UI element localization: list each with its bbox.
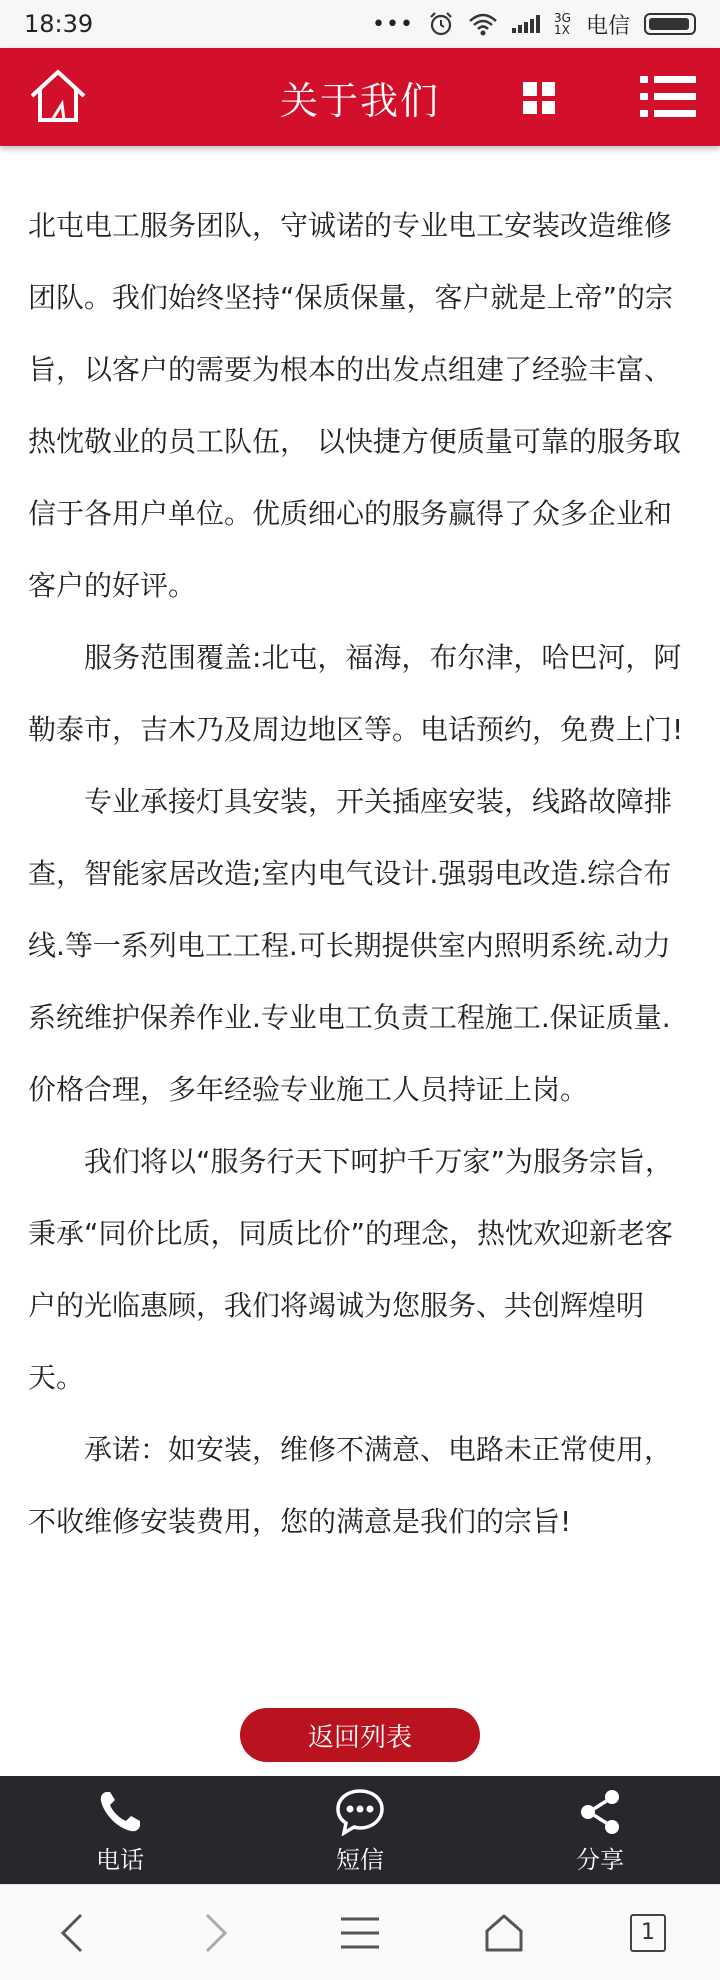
page-title: 关于我们 <box>279 79 440 123</box>
battery-icon <box>644 13 696 35</box>
paragraph-service-area: 服务范围覆盖:北屯，福海，布尔津，哈巴河，阿勒泰市，吉木乃及周边地区等。电话预约，免费上门! <box>28 641 684 746</box>
paragraph-promise: 承诺：如安装，维修不满意、电路未正常使用，不收维修安装费用，您的满意是我们的宗旨! <box>28 1433 673 1538</box>
chevron-left-icon <box>57 1911 87 1955</box>
phone-icon <box>93 1786 147 1838</box>
status-bar <box>0 0 720 48</box>
paragraph-mission: 我们将以“服务行天下呵护千万家”为服务宗旨，秉承“同价比质，同质比价”的理念，热忱欢迎新老客户的光临惠顾，我们将竭诚为您服务、共创辉煌明天。 <box>28 1145 674 1394</box>
status-time: 18:39 <box>24 10 94 38</box>
list-menu-icon[interactable] <box>640 72 696 122</box>
grid-menu-icon[interactable] <box>523 82 555 114</box>
paragraph-intro: 北屯电工服务团队，守诚诺的专业电工安装改造维修团队。我们始终坚持“保质保量，客户就是上帝”的宗旨，以客户的需要为根本的出发点组建了经验丰富、热忱敬业的员工队伍， 以快捷方便质量可靠的服务取信于各用户单位。优质细心的服务赢得了众多企业和客户的好评。 <box>28 209 681 602</box>
message-icon <box>333 1786 387 1838</box>
browser-home-button[interactable] <box>474 1903 534 1963</box>
browser-tabs-button[interactable] <box>618 1903 678 1963</box>
paragraph-services: 专业承接灯具安装，开关插座安装，线路故障排查，智能家居改造;室内电气设计.强弱电改造.综合布线.等一系列电工工程.可长期提供室内照明系统.动力系统维护保养作业.专业电工负责工程施工.保证质量.价格合理，多年经验专业施工人员持证上岗。 <box>28 785 673 1106</box>
tab-count: 1 <box>630 1914 666 1952</box>
carrier-name: 电信 <box>585 13 630 39</box>
browser-nav-bar <box>0 1884 720 1980</box>
hamburger-icon <box>339 1915 381 1951</box>
alarm-icon <box>428 11 454 37</box>
article-body <box>28 190 692 1558</box>
call-label: 电话 <box>96 1845 144 1874</box>
call-button[interactable] <box>0 1776 240 1884</box>
bottom-action-bar <box>0 1776 720 1884</box>
network-type: 3G 1X <box>553 11 571 37</box>
more-dots-icon: ••• <box>372 11 414 37</box>
home-outline-icon <box>484 1913 524 1953</box>
status-icons <box>372 9 696 40</box>
sms-label: 短信 <box>336 1845 384 1874</box>
browser-back-button[interactable] <box>42 1903 102 1963</box>
browser-forward-button[interactable] <box>186 1903 246 1963</box>
app-header <box>0 48 720 146</box>
chevron-right-icon <box>201 1911 231 1955</box>
browser-menu-button[interactable] <box>330 1903 390 1963</box>
wifi-icon <box>468 12 498 36</box>
sms-button[interactable] <box>240 1776 480 1884</box>
share-label: 分享 <box>576 1845 624 1874</box>
share-button[interactable] <box>480 1776 720 1884</box>
back-to-list-button[interactable]: 返回列表 <box>240 1708 480 1762</box>
share-icon <box>573 1786 627 1838</box>
signal-icon <box>512 15 540 33</box>
